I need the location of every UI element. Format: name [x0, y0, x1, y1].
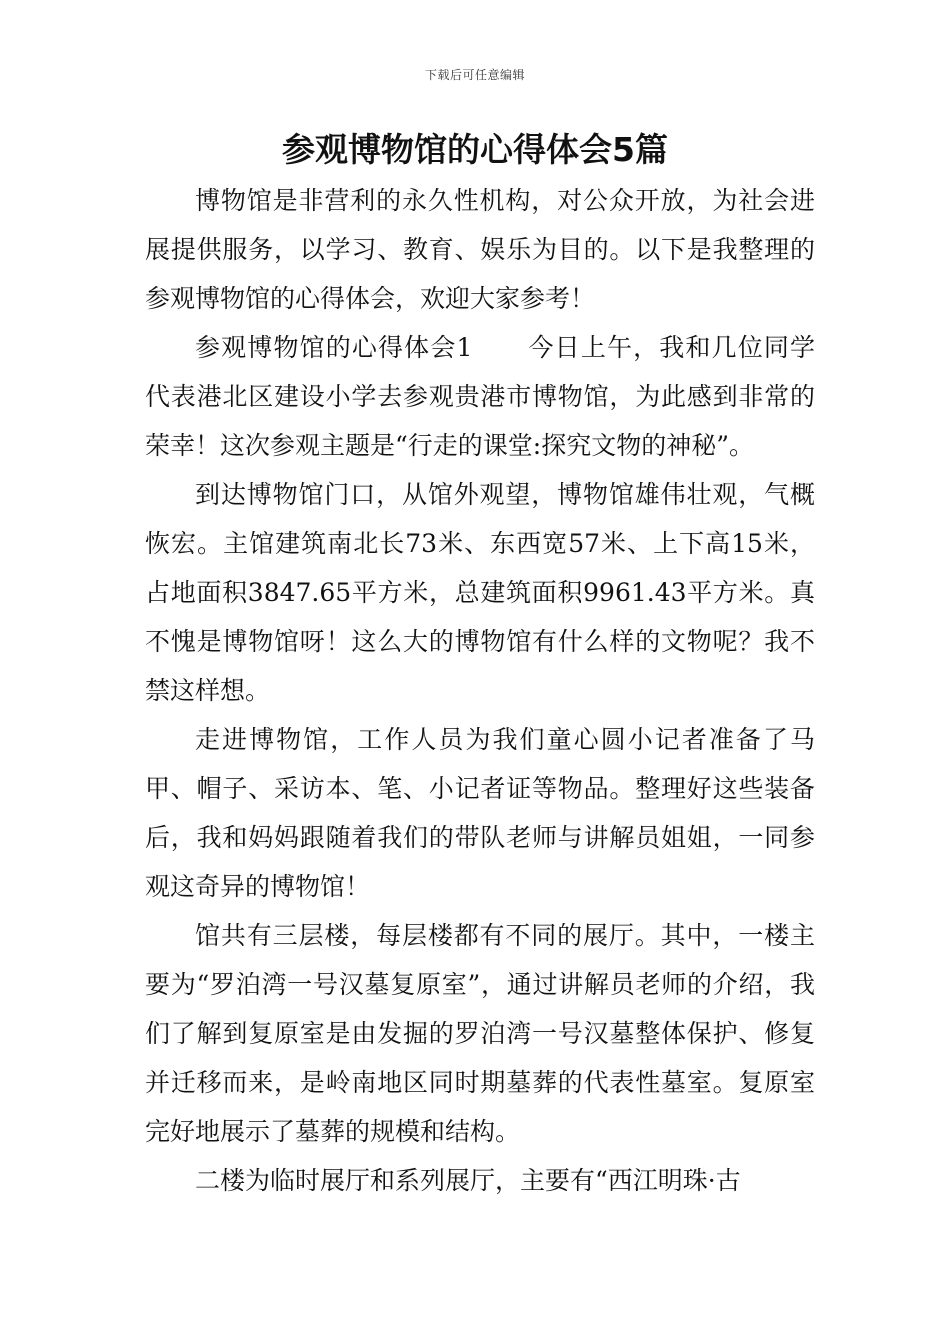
document-title: 参观博物馆的心得体会5篇 [282, 130, 668, 169]
page-header-note: 下载后可任意编辑 [424, 68, 525, 82]
document-body [145, 176, 815, 1205]
paragraph-intro: 博物馆是非营利的永久性机构，对公众开放，为社会进展提供服务，以学习、教育、娱乐为目的。以下是我整理的参观博物馆的心得体会，欢迎大家参考！ [145, 186, 815, 313]
paragraph-floor-one: 馆共有三层楼，每层楼都有不同的展厅。其中，一楼主要为“罗泊湾一号汉墓复原室”，通过讲解员老师的介绍，我们了解到复原室是由发掘的罗泊湾一号汉墓整体保护、修复并迁移而来，是岭南地区同时期墓葬的代表性墓室。复原室完好地展示了墓葬的规模和结构。 [145, 921, 815, 1146]
paragraph-entrance: 走进博物馆，工作人员为我们童心圆小记者准备了马甲、帽子、采访本、笔、小记者证等物品。整理好这些装备后，我和妈妈跟随着我们的带队老师与讲解员姐姐，一同参观这奇异的博物馆！ [145, 725, 815, 901]
paragraph-arrival: 到达博物馆门口，从馆外观望，博物馆雄伟壮观，气概恢宏。主馆建筑南北长73米、东西宽57米、上下高15米，占地面积3847.65平方米，总建筑面积9961.43平方米。真不愧是博物馆呀！这么大的博物馆有什么样的文物呢？我不禁这样想。 [145, 480, 815, 705]
section-text: 今日上午，我和几位同学代表港北区建设小学去参观贵港市博物馆，为此感到非常的荣幸！这次参观主题是“行走的课堂:探究文物的神秘”。 [145, 333, 815, 460]
section-heading: 参观博物馆的心得体会1 [195, 333, 473, 362]
paragraph-floor-two: 二楼为临时展厅和系列展厅，主要有“西江明珠·古 [195, 1166, 741, 1195]
paragraph-section-1 [145, 323, 815, 470]
